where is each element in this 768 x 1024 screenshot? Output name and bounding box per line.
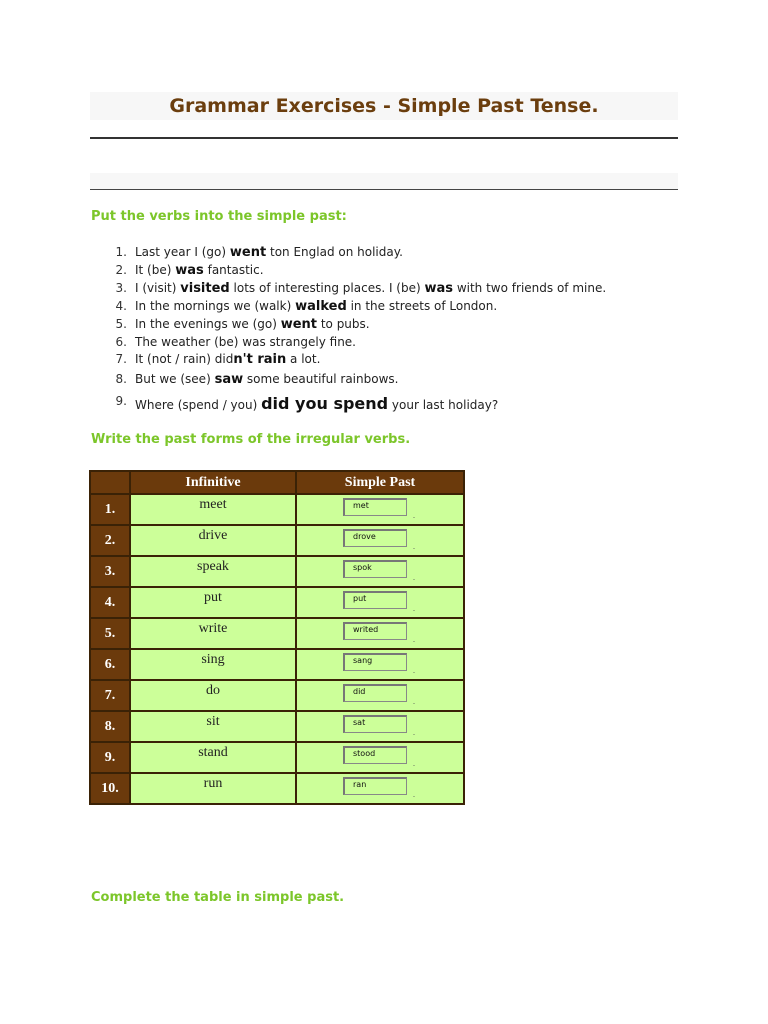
section-divider bbox=[90, 189, 678, 190]
list-item bbox=[105, 299, 725, 317]
row-number: 3. bbox=[90, 556, 130, 587]
table-row bbox=[90, 587, 464, 618]
item-text: your last holiday? bbox=[388, 398, 499, 412]
table-row bbox=[90, 711, 464, 742]
section1-heading: Put the verbs into the simple past: bbox=[91, 209, 347, 224]
item-answer: was bbox=[424, 281, 454, 296]
table-row bbox=[90, 773, 464, 804]
answer-input[interactable]: did bbox=[343, 684, 407, 702]
item-text: in the streets of London. bbox=[346, 299, 498, 313]
item-answer: did you spend bbox=[261, 394, 389, 413]
header-infinitive: Infinitive bbox=[130, 471, 296, 494]
item-text: a lot. bbox=[286, 352, 321, 366]
simple-past-cell bbox=[296, 587, 464, 618]
dot-mark: . bbox=[413, 542, 415, 551]
simple-past-cell bbox=[296, 742, 464, 773]
item-answer: was bbox=[175, 263, 204, 278]
dot-mark: . bbox=[413, 604, 415, 613]
item-answer: walked bbox=[295, 299, 347, 314]
dot-mark: . bbox=[413, 728, 415, 737]
infinitive-cell: speak bbox=[130, 556, 296, 587]
item-number: 7. bbox=[115, 352, 127, 366]
item-text: The weather (be) was strangely fine. bbox=[135, 335, 356, 349]
simple-past-cell bbox=[296, 525, 464, 556]
list-item bbox=[105, 372, 725, 394]
table-header-row bbox=[90, 471, 464, 494]
table-row bbox=[90, 742, 464, 773]
item-number: 4. bbox=[115, 299, 127, 313]
item-number: 6. bbox=[115, 335, 127, 349]
header-simple-past: Simple Past bbox=[296, 471, 464, 494]
dot-mark: . bbox=[413, 790, 415, 799]
answer-input[interactable]: writed bbox=[343, 622, 407, 640]
row-number: 7. bbox=[90, 680, 130, 711]
table-row bbox=[90, 618, 464, 649]
table-row bbox=[90, 494, 464, 525]
answer-input[interactable]: stood bbox=[343, 746, 407, 764]
irregular-verbs-table bbox=[89, 470, 465, 805]
item-answer: saw bbox=[214, 372, 244, 387]
infinitive-cell: write bbox=[130, 618, 296, 649]
item-answer: went bbox=[280, 317, 318, 332]
item-text: In the mornings we (walk) bbox=[135, 299, 296, 313]
item-text: some beautiful rainbows. bbox=[243, 372, 399, 386]
item-number: 9. bbox=[115, 394, 127, 408]
list-item bbox=[105, 263, 725, 281]
list-item bbox=[105, 245, 725, 263]
grey-band bbox=[90, 173, 678, 189]
list-item bbox=[105, 335, 725, 352]
row-number: 8. bbox=[90, 711, 130, 742]
item-answer: n't rain bbox=[233, 352, 287, 367]
dot-mark: . bbox=[413, 666, 415, 675]
row-number: 6. bbox=[90, 649, 130, 680]
item-number: 5. bbox=[115, 317, 127, 331]
item-number: 1. bbox=[115, 245, 127, 259]
list-item bbox=[105, 352, 725, 372]
answer-input[interactable]: spok bbox=[343, 560, 407, 578]
simple-past-cell bbox=[296, 494, 464, 525]
item-text: Last year I (go) bbox=[135, 245, 230, 259]
simple-past-cell bbox=[296, 711, 464, 742]
item-text: fantastic. bbox=[203, 263, 264, 277]
infinitive-cell: run bbox=[130, 773, 296, 804]
item-answer: visited bbox=[180, 281, 230, 296]
row-number: 1. bbox=[90, 494, 130, 525]
infinitive-cell: meet bbox=[130, 494, 296, 525]
dot-mark: . bbox=[413, 511, 415, 520]
header-index bbox=[90, 471, 130, 494]
dot-mark: . bbox=[413, 635, 415, 644]
dot-mark: . bbox=[413, 573, 415, 582]
answer-input[interactable]: sat bbox=[343, 715, 407, 733]
item-number: 2. bbox=[115, 263, 127, 277]
item-text: Where (spend / you) bbox=[135, 398, 262, 412]
infinitive-cell: put bbox=[130, 587, 296, 618]
item-text: with two friends of mine. bbox=[453, 281, 607, 295]
table-row bbox=[90, 649, 464, 680]
row-number: 9. bbox=[90, 742, 130, 773]
item-number: 8. bbox=[115, 372, 127, 386]
row-number: 2. bbox=[90, 525, 130, 556]
item-text: It (be) bbox=[135, 263, 176, 277]
title-divider bbox=[90, 137, 678, 139]
item-text: In the evenings we (go) bbox=[135, 317, 281, 331]
dot-mark: . bbox=[413, 759, 415, 768]
row-number: 4. bbox=[90, 587, 130, 618]
list-item bbox=[105, 317, 725, 335]
simple-past-cell bbox=[296, 556, 464, 587]
infinitive-cell: sing bbox=[130, 649, 296, 680]
simple-past-cell bbox=[296, 680, 464, 711]
answer-input[interactable]: drove bbox=[343, 529, 407, 547]
page-title: Grammar Exercises - Simple Past Tense. bbox=[169, 95, 599, 117]
table-row bbox=[90, 525, 464, 556]
row-number: 5. bbox=[90, 618, 130, 649]
item-text: to pubs. bbox=[317, 317, 370, 331]
item-text: I (visit) bbox=[135, 281, 181, 295]
item-text: It (not / rain) did bbox=[135, 352, 234, 366]
answer-input[interactable]: ran bbox=[343, 777, 407, 795]
item-text: ton Englad on holiday. bbox=[266, 245, 403, 259]
infinitive-cell: do bbox=[130, 680, 296, 711]
simple-past-cell bbox=[296, 773, 464, 804]
list-item bbox=[105, 281, 725, 299]
item-text: lots of interesting places. I (be) bbox=[229, 281, 425, 295]
simple-past-cell bbox=[296, 618, 464, 649]
dot-mark: . bbox=[413, 697, 415, 706]
item-answer: went bbox=[229, 245, 267, 260]
answer-input[interactable]: sang bbox=[343, 653, 407, 671]
section2-heading: Write the past forms of the irregular verbs. bbox=[91, 432, 411, 447]
infinitive-cell: drive bbox=[130, 525, 296, 556]
list-item bbox=[105, 394, 725, 416]
row-number: 10. bbox=[90, 773, 130, 804]
answer-input[interactable]: met bbox=[343, 498, 407, 516]
item-number: 3. bbox=[115, 281, 127, 295]
table-row bbox=[90, 556, 464, 587]
answer-input[interactable]: put bbox=[343, 591, 407, 609]
table-row bbox=[90, 680, 464, 711]
section3-heading: Complete the table in simple past. bbox=[91, 890, 345, 905]
simple-past-cell bbox=[296, 649, 464, 680]
infinitive-cell: stand bbox=[130, 742, 296, 773]
exercise-list bbox=[105, 245, 725, 416]
infinitive-cell: sit bbox=[130, 711, 296, 742]
item-text: But we (see) bbox=[135, 372, 215, 386]
